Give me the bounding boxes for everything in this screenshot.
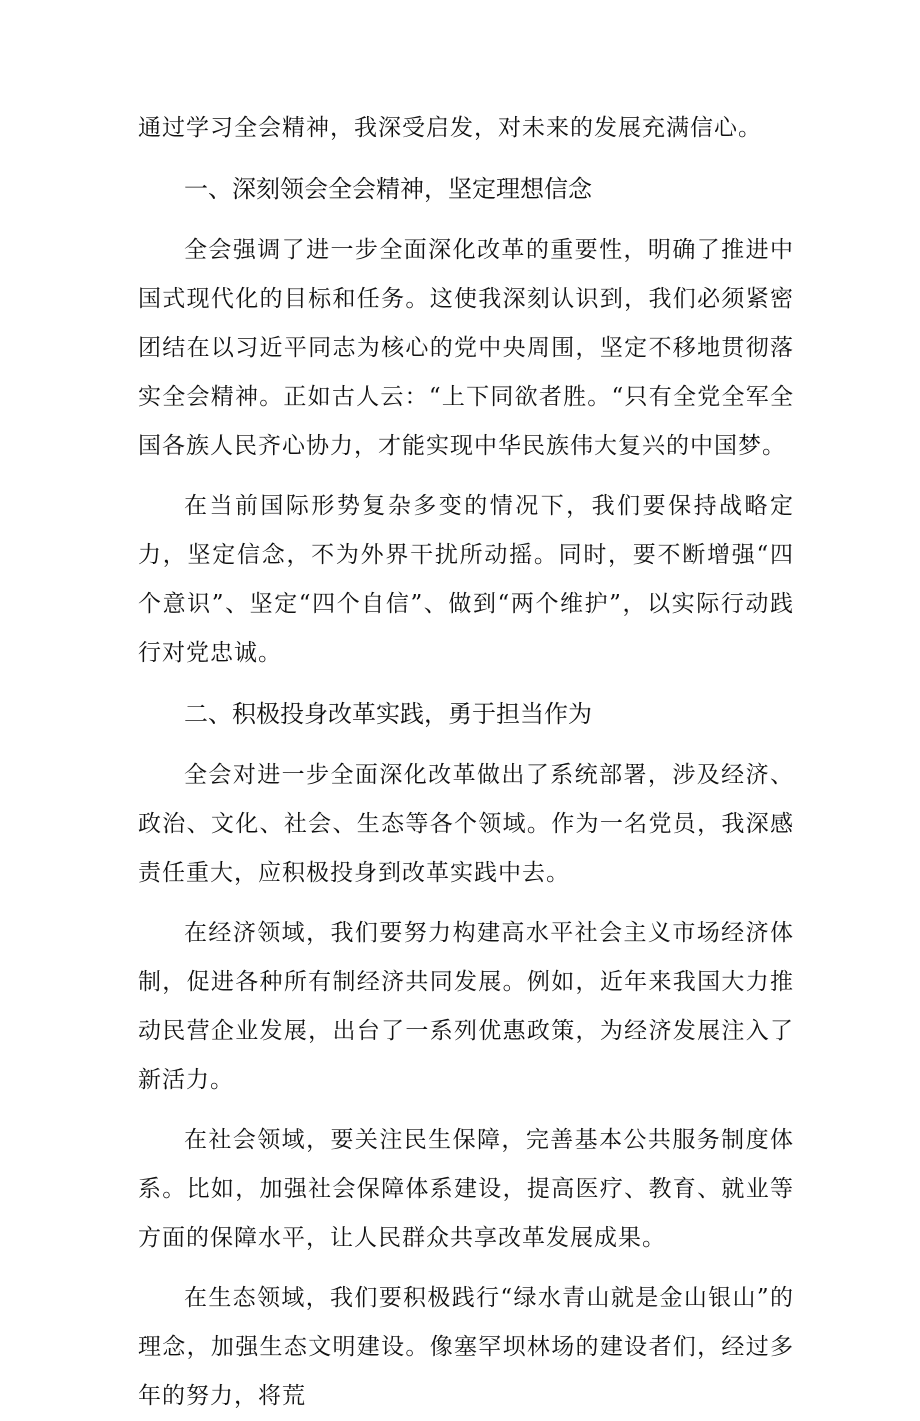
- section2-paragraph-3: 在社会领域，要关注民生保障，完善基本公共服务制度体系。比如，加强社会保障体系建设，提高医疗、教育、就业等方面的保障水平，让人民群众共享改革发展成果。: [138, 1127, 794, 1251]
- section2-paragraph-4: 在生态领域，我们要积极践行“绿水青山就是金山银山”的理念，加强生态文明建设。像塞罕坝林场的建设者们，经过多年的努力，将荒: [138, 1285, 794, 1409]
- section-heading-1: 一、深刻领会全会精神，坚定理想信念: [184, 175, 592, 203]
- intro-paragraph: 通过学习全会精神，我深受启发，对未来的发展充满信心。: [138, 115, 762, 141]
- document-body: [138, 104, 794, 1421]
- section1-paragraph-1: 全会强调了进一步全面深化改革的重要性，明确了推进中国式现代化的目标和任务。这使我深刻认识到，我们必须紧密团结在以习近平同志为核心的党中央周围，坚定不移地贯彻落实全会精神。正如古人云：“上下同欲者胜。“只有全党全军全国各族人民齐心协力，才能实现中华民族伟大复兴的中国梦。: [138, 237, 794, 459]
- section1-paragraph-2: 在当前国际形势复杂多变的情况下，我们要保持战略定力，坚定信念，不为外界干扰所动摇。同时，要不断增强“四个意识”、坚定“四个自信”、做到“两个维护”，以实际行动践行对党忠诚。: [138, 493, 794, 666]
- section2-paragraph-2: 在经济领域，我们要努力构建高水平社会主义市场经济体制，促进各种所有制经济共同发展。例如，近年来我国大力推动民营企业发展，出台了一系列优惠政策，为经济发展注入了新活力。: [138, 920, 794, 1093]
- section-heading-2: 二、积极投身改革实践，勇于担当作为: [184, 700, 592, 728]
- section2-paragraph-1: 全会对进一步全面深化改革做出了系统部署，涉及经济、政治、文化、社会、生态等各个领域。作为一名党员，我深感责任重大，应积极投身到改革实践中去。: [138, 762, 794, 886]
